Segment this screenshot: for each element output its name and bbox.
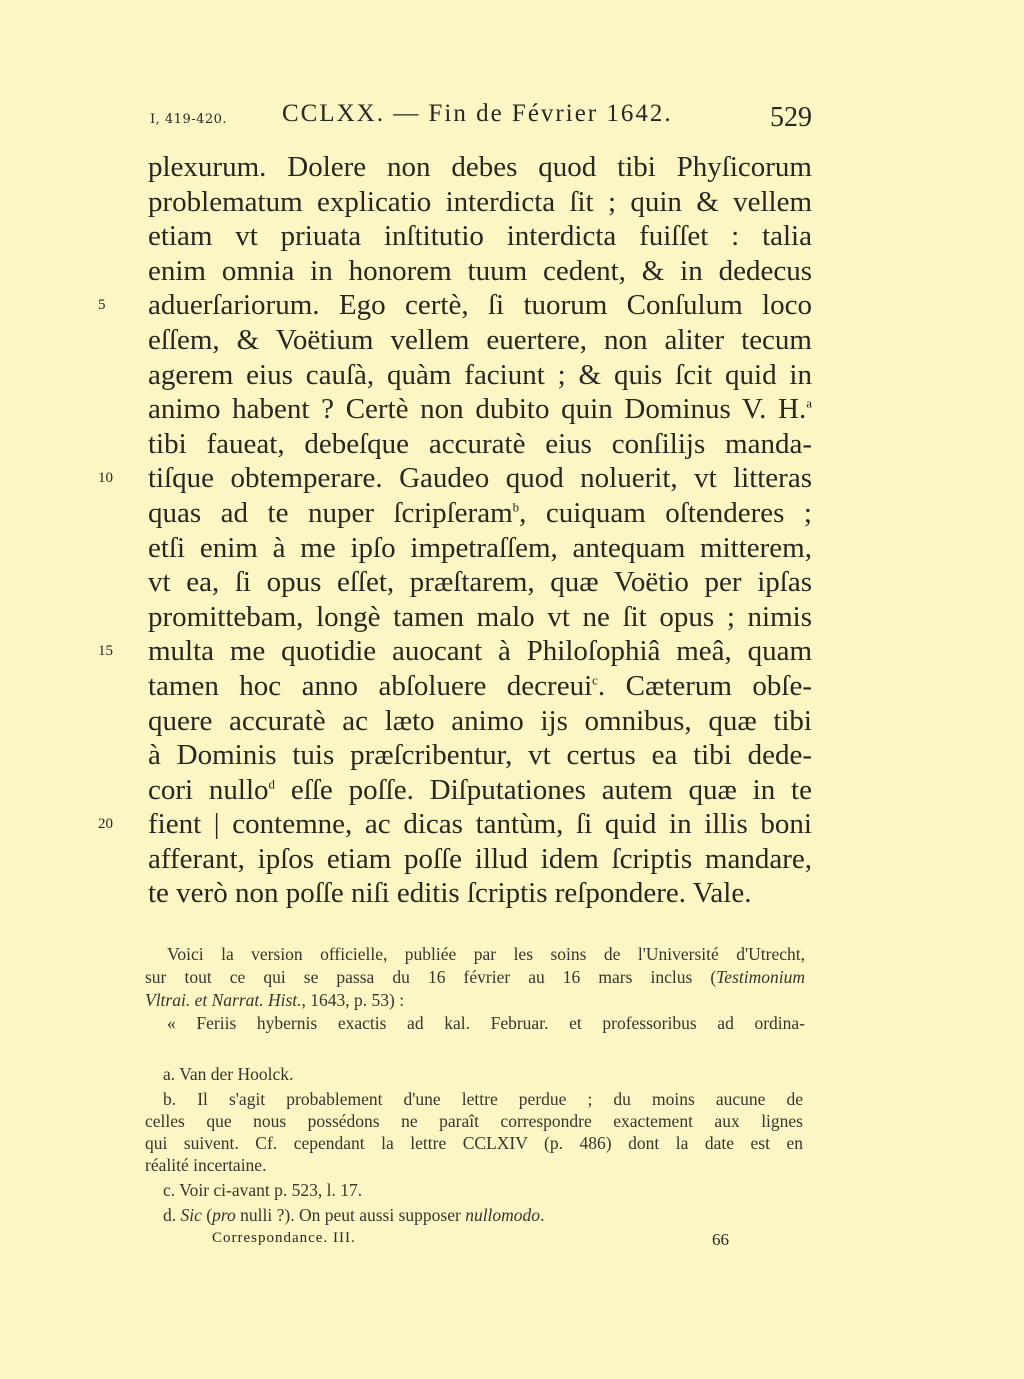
text-line: eſſem, & Voëtium vellem euertere, non aliter tecum	[148, 323, 812, 356]
footnote-ref-d: d	[268, 776, 276, 792]
text-line: promittebam, longè tamen malo vt ne ſit opus ; nimis	[148, 600, 812, 633]
page-number: 529	[770, 102, 812, 133]
letter-title: CCLXX. — Fin de Février 1642.	[282, 100, 673, 127]
letter-body	[98, 150, 812, 911]
page-header	[150, 100, 812, 140]
text-line: plexurum. Dolere non debes quod tibi Phyſicorum	[148, 151, 812, 183]
text-line: afferant, ipſos etiam poſſe illud idem ſcriptis mandare,	[148, 842, 812, 875]
text-line: quas ad te nuper ſcripſeram$^b$, cuiquam oſtenderes ;	[148, 496, 812, 529]
note-line: « Feriis hybernis exactis ad kal. Februar. et professoribus ad ordina-	[167, 1013, 805, 1033]
text-line: tamen hoc anno abſoluere decreui$^c$. Cæterum obſe-	[148, 669, 812, 702]
volume-reference: I, 419-420.	[150, 112, 228, 127]
text-line: quere accuratè ac læto animo ijs omnibus, quæ tibi	[148, 704, 812, 737]
text-line: enim omnia in honorem tuum cedent, & in dedecus	[148, 254, 812, 287]
text-line: vt ea, ſi opus eſſet, præſtarem, quæ Voëtio per ipſas	[148, 566, 812, 599]
editorial-note	[145, 943, 805, 1035]
text-line: etiam vt priuata inſtitutio interdicta fuiſſet : talia	[148, 220, 812, 253]
text-line: tibi faueat, debeſque accuratè eius conſilijs manda-	[148, 427, 812, 460]
note-line: sur tout ce qui se passa du 16 février au 16 mars inclus (Testimonium	[145, 967, 805, 987]
footnote-ref-a: a	[806, 395, 812, 411]
line-number: 5	[98, 297, 106, 314]
footnote-d: d. Sic (pro nulli ?). On peut aussi supposer nullomodo.	[163, 1205, 545, 1225]
note-line: Voici la version officielle, publiée par les soins de l'Université d'Utrecht,	[167, 944, 805, 964]
text-line: animo habent ? Certè non dubito quin Dominus V. H.$^a$	[148, 393, 812, 426]
note-line: Vltrai. et Narrat. Hist., 1643, p. 53) :	[145, 990, 405, 1010]
text-line: 15 multa me quotidie auocant à Philoſophiâ meâ, quam	[98, 635, 812, 668]
line-number: 20	[98, 816, 113, 833]
line-number: 10	[98, 470, 113, 487]
text-line: cori nullo$^d$ eſſe poſſe. Diſputationes autem quæ in te	[148, 773, 812, 806]
text-line: 5 aduerſariorum. Ego certè, ſi tuorum Conſulum loco	[98, 289, 812, 322]
text-line: te verò non poſſe niſi editis ſcriptis reſpondere. Vale.	[148, 877, 752, 910]
footnote-a: a. Van der Hoolck.	[163, 1064, 294, 1084]
text-line: à Dominis tuis præſcribentur, vt certus ea tibi dede-	[148, 739, 812, 772]
footnote-b-cont: celles que nous possédons ne paraît correspondre exactement aux lignes	[145, 1111, 803, 1131]
footnote-b: b. Il s'agit probablement d'une lettre perdue ; du moins aucune de	[163, 1089, 803, 1109]
text-line: agerem eius cauſà, quàm faciunt ; & quis ſcit quid in	[148, 358, 812, 391]
footnote-b-cont: réalité incertaine.	[145, 1155, 267, 1175]
footnote-b-cont: qui suivent. Cf. cependant la lettre CCLXIV (p. 486) dont la date est en	[145, 1133, 803, 1153]
text-line: etſi enim à me ipſo impetraſſem, antequam mitterem,	[148, 531, 812, 564]
line-number: 15	[98, 643, 113, 660]
signature-mark: Correspondance. III.	[212, 1230, 356, 1246]
footnotes	[145, 1063, 803, 1226]
text-line: 10 tiſque obtemperare. Gaudeo quod noluerit, vt litteras	[98, 462, 812, 495]
text-line: 20 fient | contemne, ac dicas tantùm, ſi quid in illis boni	[98, 808, 812, 841]
text-line: problematum explicatio interdicta ſit ; quin & vellem	[148, 185, 812, 218]
footnote-ref-b: b	[512, 499, 520, 515]
sheet-number: 66	[712, 1230, 729, 1249]
footnote-ref-c: c	[592, 672, 598, 688]
footnote-c: c. Voir ci-avant p. 523, l. 17.	[163, 1180, 363, 1200]
